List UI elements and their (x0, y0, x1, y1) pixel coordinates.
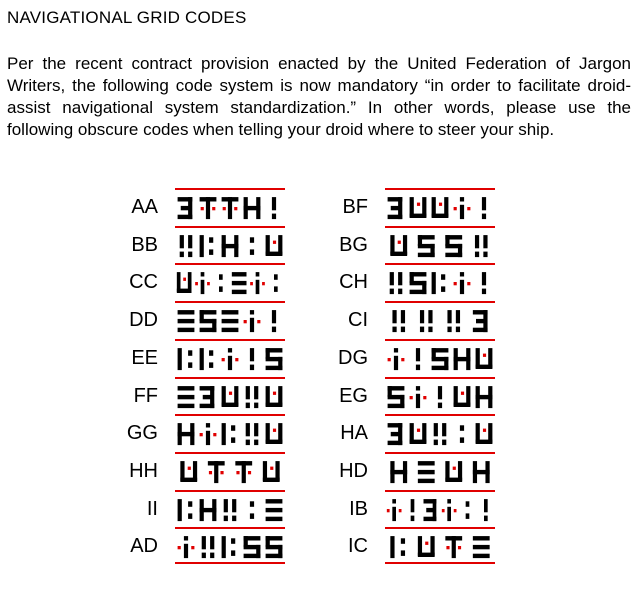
h-block-glyph (476, 386, 493, 408)
u-dot-glyph (454, 386, 471, 407)
u-dot-glyph (390, 235, 407, 256)
reverse-e-glyph (473, 310, 488, 332)
red-rule (175, 490, 285, 492)
u-dot-glyph (266, 423, 283, 444)
excl-pair-glyph (202, 536, 215, 558)
u-dot-glyph (418, 536, 435, 557)
excl-pair-glyph (246, 423, 259, 445)
glyph-strip-ci (385, 301, 495, 338)
glyph-strip-ha (385, 414, 495, 451)
s-block-glyph (266, 536, 283, 558)
red-rule (385, 263, 495, 265)
excl-glyph (484, 499, 488, 521)
glyph-strip-eg (385, 377, 495, 414)
u-dot-glyph (476, 423, 493, 444)
glyph-strip-dg (385, 339, 495, 376)
excl-glyph (416, 348, 420, 370)
h-block-glyph (244, 197, 261, 219)
intro-paragraph: Per the recent contract provision enacted by the United Federation of Jargon Writers, the following code system is now mandatory “in order to facilitate droid-assist navigational system standardization.” In other words, please use the following obscure codes when telling your droid where to steer your ship. (7, 54, 631, 139)
excl-pair-glyph (390, 272, 403, 294)
colon-glyph (219, 275, 223, 293)
colon-bar-glyph (200, 348, 214, 370)
code-label-ch: CH (339, 271, 368, 294)
t-dot-glyph (200, 197, 217, 219)
code-label-ii: II (146, 497, 158, 520)
red-rule-bottom (175, 562, 285, 564)
glyph-strip-bg (385, 226, 495, 263)
excl-glyph (411, 499, 415, 521)
code-label-eg: EG (339, 384, 368, 407)
h-block-glyph (200, 499, 217, 521)
excl-pair-glyph (224, 499, 237, 521)
excl-pair-glyph (246, 386, 259, 408)
red-rule (175, 414, 285, 416)
bar-i-glyph (390, 536, 405, 558)
red-rule (385, 301, 495, 303)
s-block-glyph (388, 386, 405, 408)
excl-i-glyph (250, 272, 265, 294)
s-block-glyph (266, 348, 283, 370)
u-dot-glyph (432, 197, 449, 218)
colon-glyph (250, 501, 254, 519)
u-dot-glyph (476, 348, 493, 369)
excl-glyph (272, 197, 276, 219)
red-rule (385, 226, 495, 228)
red-rule (175, 263, 285, 265)
s-block-glyph (445, 235, 462, 257)
bar-i-glyph (178, 348, 193, 370)
glyph-strip-ee (175, 339, 285, 376)
glyph-strip-ff (175, 377, 285, 414)
excl-i-glyph (454, 197, 471, 219)
red-rule (175, 188, 285, 190)
u-dot-glyph (266, 386, 283, 407)
red-rule-bottom (385, 562, 495, 564)
glyph-strip-ch (385, 263, 495, 300)
code-label-bg: BG (339, 233, 368, 256)
reverse-e-glyph (200, 386, 215, 408)
red-rule (175, 339, 285, 341)
code-label-ad: AD (130, 535, 158, 558)
glyph-strip-ic (385, 527, 495, 564)
excl-glyph (250, 348, 254, 370)
code-label-ff: FF (133, 384, 158, 407)
t-dot-glyph (208, 461, 225, 483)
red-rule (385, 339, 495, 341)
h-block-glyph (473, 461, 490, 483)
code-label-ci: CI (348, 309, 368, 332)
code-label-aa: AA (131, 196, 158, 218)
red-rule (385, 452, 495, 454)
red-rule (385, 527, 495, 529)
excl-i-glyph (178, 536, 195, 558)
reverse-e-glyph (178, 197, 193, 219)
glyph-strip-aa (175, 188, 285, 225)
e-block-glyph (178, 386, 195, 408)
e-block-glyph (473, 536, 490, 558)
glyph-strip-hh (175, 452, 285, 489)
u-dot-glyph (263, 461, 280, 482)
code-label-hh: HH (129, 459, 158, 482)
excl-pair-glyph (420, 310, 433, 332)
code-label-bb: BB (131, 233, 158, 256)
glyph-strip-cc (175, 263, 285, 300)
e-block-glyph (178, 310, 195, 332)
s-block-glyph (244, 536, 261, 558)
e-block-glyph (232, 272, 247, 294)
t-dot-glyph (222, 197, 239, 219)
red-rule (175, 377, 285, 379)
code-label-ha: HA (340, 422, 368, 445)
u-dot-glyph (177, 272, 192, 293)
red-rule (175, 452, 285, 454)
h-block-glyph (454, 348, 471, 370)
s-block-glyph (200, 310, 217, 332)
excl-i-glyph (454, 272, 471, 294)
excl-pair-glyph (434, 423, 447, 445)
excl-glyph (482, 272, 486, 294)
glyph-strip-ad (175, 527, 285, 564)
t-dot-glyph (445, 536, 462, 558)
t-dot-glyph (235, 461, 252, 483)
red-rule (385, 188, 495, 190)
excl-pair-glyph (180, 235, 193, 257)
u-dot-glyph (410, 197, 427, 218)
red-rule (175, 527, 285, 529)
reverse-e-glyph (388, 423, 403, 445)
code-label-gg: GG (126, 422, 158, 445)
glyph-strip-hd (385, 452, 495, 489)
excl-i-glyph (410, 386, 427, 408)
excl-i-glyph (244, 310, 261, 332)
excl-glyph (272, 310, 276, 332)
excl-i-glyph (200, 423, 217, 445)
excl-pair-glyph (392, 310, 405, 332)
colon-glyph (466, 501, 470, 519)
h-block-glyph (390, 461, 407, 483)
excl-i-glyph (442, 499, 457, 521)
excl-pair-glyph (475, 235, 488, 257)
s-block-glyph (432, 348, 449, 370)
e-block-glyph (266, 499, 283, 521)
excl-i-glyph (387, 499, 402, 521)
red-rule (175, 301, 285, 303)
red-rule (385, 414, 495, 416)
e-block-glyph (222, 310, 239, 332)
glyph-strip-gg (175, 414, 285, 451)
colon-bar-glyph (432, 272, 446, 294)
document-title: NAVIGATIONAL GRID CODES (7, 8, 247, 27)
code-label-cc: CC (129, 271, 158, 294)
code-label-dg: DG (338, 346, 368, 369)
colon-bar-glyph (200, 235, 214, 257)
excl-i-glyph (222, 348, 239, 370)
code-label-ic: IC (348, 535, 368, 558)
colon-bar-glyph (222, 423, 236, 445)
glyph-strip-bb (175, 226, 285, 263)
code-label-ib: IB (349, 497, 368, 520)
colon-glyph (250, 237, 254, 255)
code-label-dd: DD (129, 309, 158, 332)
glyph-strip-ib (385, 490, 495, 527)
u-dot-glyph (410, 423, 427, 444)
colon-glyph (274, 275, 278, 293)
h-block-glyph (222, 235, 239, 257)
excl-pair-glyph (447, 310, 460, 332)
code-label-bf: BF (342, 196, 368, 218)
s-block-glyph (410, 272, 427, 294)
excl-glyph (482, 197, 486, 219)
colon-bar-glyph (222, 536, 236, 558)
glyph-strip-ii (175, 490, 285, 527)
u-dot-glyph (180, 461, 197, 482)
code-label-ee: EE (131, 346, 158, 369)
reverse-e-glyph (388, 197, 403, 219)
u-dot-glyph (266, 235, 283, 256)
e-block-glyph (418, 461, 435, 483)
excl-i-glyph (195, 272, 210, 294)
excl-glyph (438, 386, 442, 408)
excl-i-glyph (388, 348, 405, 370)
glyph-strip-dd (175, 301, 285, 338)
red-rule (175, 226, 285, 228)
red-rule (385, 377, 495, 379)
glyph-strip-bf (385, 188, 495, 225)
h-block-glyph (178, 423, 195, 445)
bar-i-glyph (178, 499, 193, 521)
u-dot-glyph (222, 386, 239, 407)
u-dot-glyph (445, 461, 462, 482)
red-rule (385, 490, 495, 492)
s-block-glyph (418, 235, 435, 257)
code-label-hd: HD (339, 459, 368, 482)
colon-glyph (460, 425, 464, 443)
reverse-e-glyph (424, 499, 437, 521)
